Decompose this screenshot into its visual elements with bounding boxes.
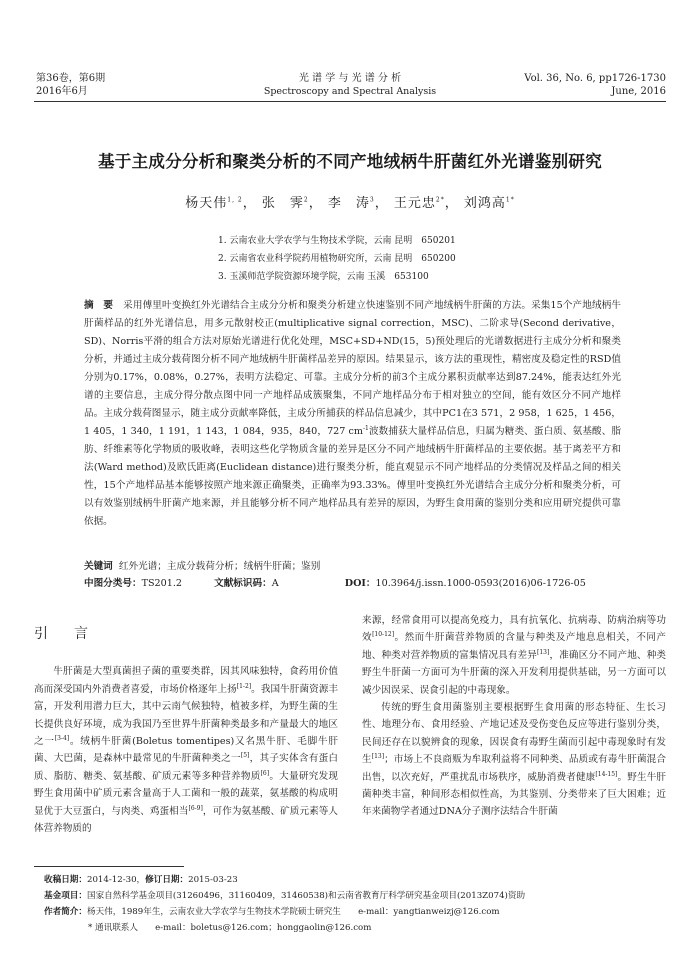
author: 王元忠$^{2*}$，: [393, 196, 459, 211]
footnote-funding: 基金项目：国家自然科学基金项目(31260496，31160409，31460538)和云南省教育厅科学研究基金项目(2013Z074)资助: [44, 891, 526, 901]
affiliation: 3. 玉溪师范学院资源环境学院，云南 玉溪 653100: [218, 272, 429, 282]
affiliation-list: [218, 232, 456, 286]
header-divider: [34, 101, 666, 102]
paper-title: 基于主成分分析和聚类分析的不同产地绒柄牛肝菌红外光谱鉴别研究: [98, 152, 602, 171]
unit-superscript: -1: [363, 424, 369, 432]
footnote-correspondence: * 通讯联系人 e-mail：boletus@126.com；honggaolin@126.com: [88, 923, 372, 933]
citation: [13]: [537, 648, 550, 656]
citation: [6]: [260, 769, 270, 777]
footnote-author-bio: 作者简介：杨天伟，1989年生，云南农业大学农学与生物技术学院硕士研究生 e-mail：yangtianweizj@126.com: [44, 907, 500, 917]
body-paragraph: 牛肝菌是大型真菌担子菌的重要类群，因其风味独特，食药用价值高而深受国内外消费者喜爱，市场价格逐年上扬[1-2]。我国牛肝菌资源丰富，开发利用潜力巨大，其中云南气候独特，植被多样，为野生菌的生长提供良好环境，成为我国乃至世界牛肝菌种类最多和产量最大的地区之一[3-4]。绒柄牛肝菌(Boletus tomentipes)又名黑牛肝、毛脚牛肝菌、大巴菌，是森林中最常见的牛肝菌种类之一[5]，其子实体含有蛋白质、脂肪、糖类、氨基酸、矿质元素等多种营养物质[6]。大量研究发现野生食用菌中矿质元素含量高于人工菌和一般的蔬菜，氨基酸的构成明显优于大豆蛋白，与肉类、鸡蛋相当[6-9]，可作为氨基酸、矿质元素等人体营养物质的: [34, 666, 339, 835]
clc-value: TS201.2: [141, 578, 182, 589]
author: 李 涛$^3$，: [327, 196, 389, 211]
doi-value: 10.3964/j.issn.1000-0593(2016)06-1726-05: [375, 578, 586, 589]
citation: [13]: [371, 753, 385, 761]
section-heading-introduction: 引 言: [34, 626, 94, 642]
author-list: [0, 192, 700, 211]
body-column-right: [362, 612, 666, 821]
doi-label: DOI：: [344, 578, 376, 589]
journal-name-en: Spectroscopy and Spectral Analysis: [263, 86, 437, 97]
issue-volume: 第36卷，第6期: [36, 73, 106, 84]
author: 杨天伟$^{1, 2}$，: [185, 196, 257, 211]
classification-line: [84, 575, 624, 592]
abstract-label: 摘 要: [84, 300, 114, 311]
affiliation: 1. 云南农业大学农学与生物技术学院，云南 昆明 650201: [218, 236, 456, 246]
journal-volume-info: [524, 72, 666, 98]
footnote-divider: [34, 866, 184, 867]
body-column-left: [34, 612, 338, 837]
citation: [14-15]: [595, 770, 618, 778]
clc-label: 中图分类号：: [84, 578, 142, 589]
issue-date: 2016年6月: [36, 86, 88, 97]
citation: [1-2]: [236, 682, 252, 690]
citation: [5]: [240, 752, 250, 760]
abstract-text-part2: 波数捕获大量样品信息，归属为糖类、蛋白质、氨基酸、脂肪、纤维素等化学物质的吸收峰，表明这些化学物质含量的差异是区分不同产地绒柄牛肝菌样品的主要依据。基于离差平方和法(Ward method)及欧氏距离(Euclidean distance)进行聚类分析，能直观显示不同产地样品的分类情况及样品之间的相关性，15个产地样品基本能够按照产地来源正确聚类，正确率为93.33%。傅里叶变换红外光谱结合主成分分析和聚类分析，可以有效鉴别绒柄牛肝菌产地来源，并且能够分析不同产地样品具有差异的原因，为野生食用菌的鉴别分类和应用研究提供可靠依据。: [84, 426, 622, 527]
doc-code-label: 文献标识码：: [214, 578, 272, 589]
author: 张 霁$^2$，: [261, 196, 323, 211]
abstract-text-part1: 采用傅里叶变换红外光谱结合主成分分析和聚类分析建立快速鉴别不同产地绒柄牛肝菌的方法。采集15个产地绒柄牛肝菌样品的红外光谱信息，用多元散射校正(multiplicative signal correction，MSC)、二阶求导(Second derivative，SD)、Norris平滑的组合方法对原始光谱进行优化处理，MSC+SD+ND(15，5)预处理后的光谱数据进行主成分分析和聚类分析，并通过主成分载荷图分析不同产地绒柄牛肝菌样品差异的原因。结果显示，该方法的重现性，精密度及稳定性的RSD值分别为0.17%，0.08%，0.27%，表明方法稳定、可靠。主成分分析的前3个主成分累积贡献率达到87.24%，能表达红外光谱的主要信息，主成分得分散点图中同一产地样品成簇聚集，不同产地样品分布于相对独立的空间，能有效区分不同产地样品。主成分载荷图显示，随主成分贡献率降低，主成分所捕获的样品信息减少，其中PC1在3 571，2 958，1 625，1 456，1 405，1 340，1 191，1 143，1 084，935，840，727 cm: [84, 300, 621, 437]
body-paragraph-continued: 来源，经常食用可以提高免疫力，具有抗氧化、抗病毒、防病治病等功效[10-12]。然而牛肝菌营养物质的含量与种类及产地息息相关，不同产地、种类对营养物质的富集情况具有差异[13]，准确区分不同产地、种类野生牛肝菌一方面可为牛肝菌的深入开发利用提供基础，另一方面可以减少因误采、误食引起的中毒现象。: [362, 615, 667, 696]
keywords-line: [84, 558, 624, 575]
volume-pages: Vol. 36, No. 6, pp1726-1730: [524, 73, 666, 84]
body-paragraph: 传统的野生食用菌鉴别主要根据野生食用菌的形态特征、生长习性、地理分布、食用经验、产地记述及受伤变色反应等进行鉴别分类，民间还存在以貌辨食的现象，因误食有毒野生菌而引起中毒现象时有发生[13]；市场上不良商贩为牟取利益将不同种类、品质或有毒牛肝菌混合出售，以次充好，严重扰乱市场秩序，威胁消费者健康[14-15]。野生牛肝菌种类丰富，种间形态相似性高，为其鉴别、分类带来了巨大困难；近年来菌物学者通过DNA分子测序法结合牛肝菌: [362, 702, 667, 818]
citation: [3-4]: [54, 734, 70, 742]
author: 刘鸿高$^{1*}$: [463, 196, 515, 211]
keywords-text: 红外光谱；主成分载荷分析；绒柄牛肝菌；鉴别: [118, 561, 321, 572]
doc-code-value: A: [271, 578, 279, 589]
publication-month: June, 2016: [611, 86, 666, 97]
footnote-dates: 收稿日期：2014-12-30，修订日期：2015-03-23: [44, 875, 238, 885]
journal-name-zh: 光 谱 学 与 光 谱 分 析: [298, 73, 402, 84]
abstract: [84, 297, 621, 531]
citation: [10-12]: [372, 631, 395, 639]
keywords-block: [84, 558, 624, 592]
footnotes: [44, 872, 664, 936]
citation: [6-9]: [188, 804, 203, 812]
keywords-label: 关键词: [84, 561, 113, 572]
affiliation: 2. 云南省农业科学院药用植物研究所，云南 昆明 650200: [218, 254, 456, 264]
